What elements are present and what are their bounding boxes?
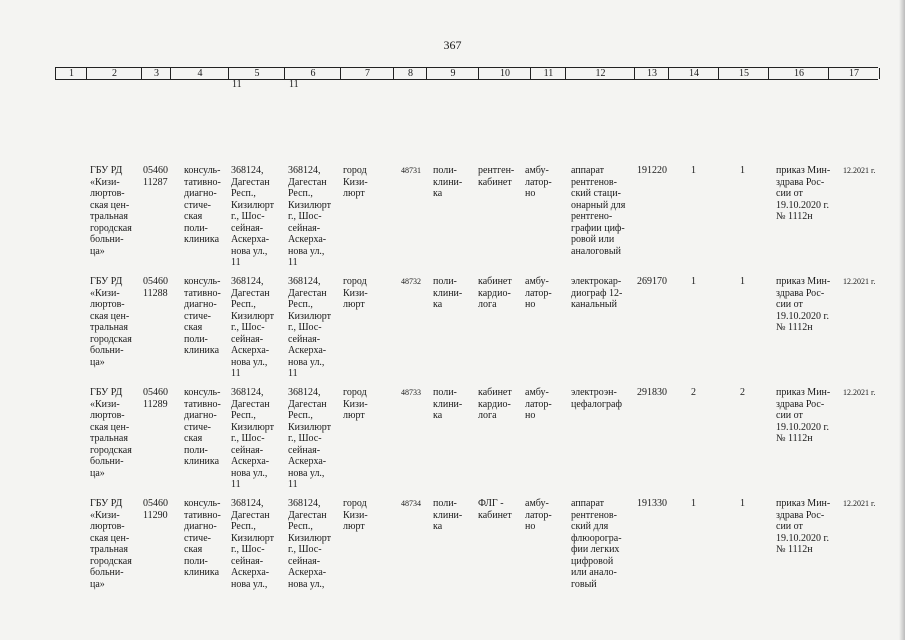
- cell-qty1: 2: [691, 387, 696, 398]
- cell-eq-code: 191330: [637, 498, 667, 509]
- column-header-11: 11: [530, 68, 566, 79]
- cell-care: амбу- латор- но: [525, 498, 552, 532]
- cell-date: 12.2021 г.: [843, 166, 876, 175]
- cell-eq-code: 191220: [637, 165, 667, 176]
- cell-qty1: 1: [691, 498, 696, 509]
- cell-code: 48731: [401, 166, 421, 175]
- cell-type: консуль- тативно- диагно- стиче- ская поли- клиника: [184, 276, 221, 356]
- cell-type: консуль- тативно- диагно- стиче- ская поли- клиника: [184, 165, 221, 245]
- cell-qty2: 1: [740, 498, 745, 509]
- cell-addr2: 368124, Дагестан Респ., Кизилюрт г., Шос- сейная- Аскерха- нова ул.,: [288, 498, 332, 590]
- cell-room: ФЛГ - кабинет: [478, 498, 512, 521]
- cell-code: 48734: [401, 499, 421, 508]
- cell-room: рентген- кабинет: [478, 165, 515, 188]
- cell-qty1: 1: [691, 165, 696, 176]
- cell-type: консуль- тативно- диагно- стиче- ская поли- клиника: [184, 387, 221, 467]
- cell-equip: аппарат рентгенов- ский стаци- онарный для рентгено- графии циф- ровой или аналоговый: [571, 165, 626, 257]
- cell-care: амбу- латор- но: [525, 387, 552, 421]
- column-header-5: 5: [228, 68, 285, 79]
- cell-order: приказ Мин- здрава Рос- сии от 19.10.2020 г. № 1112н: [776, 498, 831, 555]
- cell-inn: 05460 11289: [143, 387, 168, 410]
- cell-addr2: 368124, Дагестан Респ., Кизилюрт г., Шос- сейная- Аскерха- нова ул., 11: [288, 387, 332, 490]
- cell-addr2: 368124, Дагестан Респ., Кизилюрт г., Шос- сейная- Аскерха- нова ул., 11: [288, 165, 332, 268]
- cell-qty2: 2: [740, 387, 745, 398]
- cell-city: город Кизи- люрт: [343, 387, 368, 421]
- cell-care: амбу- латор- но: [525, 165, 552, 199]
- column-header-3: 3: [141, 68, 171, 79]
- column-header-8: 8: [393, 68, 427, 79]
- cell-dept: поли- клини- ка: [433, 276, 463, 310]
- continuation-col6: 11: [289, 79, 299, 90]
- cell-date: 12.2021 г.: [843, 499, 876, 508]
- cell-addr2: 368124, Дагестан Респ., Кизилюрт г., Шос- сейная- Аскерха- нова ул., 11: [288, 276, 332, 379]
- cell-org: ГБУ РД «Кизи- люртов- ская цен- тральная городская больни- ца»: [90, 276, 132, 368]
- cell-dept: поли- клини- ка: [433, 387, 463, 421]
- cell-addr1: 368124, Дагестан Респ., Кизилюрт г., Шос- сейная- Аскерха- нова ул.,: [231, 498, 275, 590]
- cell-qty1: 1: [691, 276, 696, 287]
- cell-type: консуль- тативно- диагно- стиче- ская поли- клиника: [184, 498, 221, 578]
- cell-care: амбу- латор- но: [525, 276, 552, 310]
- cell-dept: поли- клини- ка: [433, 498, 463, 532]
- cell-room: кабинет кардио- лога: [478, 387, 512, 421]
- column-header-2: 2: [86, 68, 142, 79]
- cell-qty2: 1: [740, 165, 745, 176]
- cell-city: город Кизи- люрт: [343, 498, 368, 532]
- cell-order: приказ Мин- здрава Рос- сии от 19.10.2020 г. № 1112н: [776, 165, 831, 222]
- column-header-15: 15: [718, 68, 769, 79]
- column-header-9: 9: [426, 68, 479, 79]
- cell-org: ГБУ РД «Кизи- люртов- ская цен- тральная городская больни- ца»: [90, 387, 132, 479]
- cell-dept: поли- клини- ка: [433, 165, 463, 199]
- cell-code: 48733: [401, 388, 421, 397]
- column-header-1: 1: [55, 68, 87, 79]
- column-header-14: 14: [668, 68, 719, 79]
- cell-equip: электроэн- цефалограф: [571, 387, 622, 410]
- cell-code: 48732: [401, 277, 421, 286]
- column-header-17: 17: [828, 68, 880, 79]
- column-header-7: 7: [340, 68, 394, 79]
- cell-eq-code: 291830: [637, 387, 667, 398]
- cell-inn: 05460 11288: [143, 276, 168, 299]
- column-header-13: 13: [634, 68, 669, 79]
- column-header-10: 10: [478, 68, 531, 79]
- cell-city: город Кизи- люрт: [343, 276, 368, 310]
- cell-equip: электрокар- диограф 12- канальный: [571, 276, 623, 310]
- page-number: 367: [443, 38, 462, 52]
- cell-equip: аппарат рентгенов- ский для флюорогра- фии легких цифровой или анало- говый: [571, 498, 622, 590]
- column-header-4: 4: [170, 68, 229, 79]
- scan-edge: [899, 0, 905, 640]
- cell-qty2: 1: [740, 276, 745, 287]
- cell-order: приказ Мин- здрава Рос- сии от 19.10.2020 г. № 1112н: [776, 387, 831, 444]
- cell-addr1: 368124, Дагестан Респ., Кизилюрт г., Шос- сейная- Аскерха- нова ул., 11: [231, 387, 275, 490]
- column-header-row: [55, 67, 878, 80]
- cell-addr1: 368124, Дагестан Респ., Кизилюрт г., Шос- сейная- Аскерха- нова ул., 11: [231, 165, 275, 268]
- continuation-col5: 11: [232, 79, 242, 90]
- cell-date: 12.2021 г.: [843, 277, 876, 286]
- cell-inn: 05460 11290: [143, 498, 168, 521]
- cell-eq-code: 269170: [637, 276, 667, 287]
- cell-date: 12.2021 г.: [843, 388, 876, 397]
- cell-inn: 05460 11287: [143, 165, 168, 188]
- cell-org: ГБУ РД «Кизи- люртов- ская цен- тральная городская больни- ца»: [90, 165, 132, 257]
- column-header-16: 16: [768, 68, 829, 79]
- column-header-12: 12: [565, 68, 635, 79]
- cell-order: приказ Мин- здрава Рос- сии от 19.10.2020 г. № 1112н: [776, 276, 831, 333]
- cell-room: кабинет кардио- лога: [478, 276, 512, 310]
- cell-addr1: 368124, Дагестан Респ., Кизилюрт г., Шос- сейная- Аскерха- нова ул., 11: [231, 276, 275, 379]
- cell-city: город Кизи- люрт: [343, 165, 368, 199]
- column-header-6: 6: [284, 68, 341, 79]
- cell-org: ГБУ РД «Кизи- люртов- ская цен- тральная городская больни- ца»: [90, 498, 132, 590]
